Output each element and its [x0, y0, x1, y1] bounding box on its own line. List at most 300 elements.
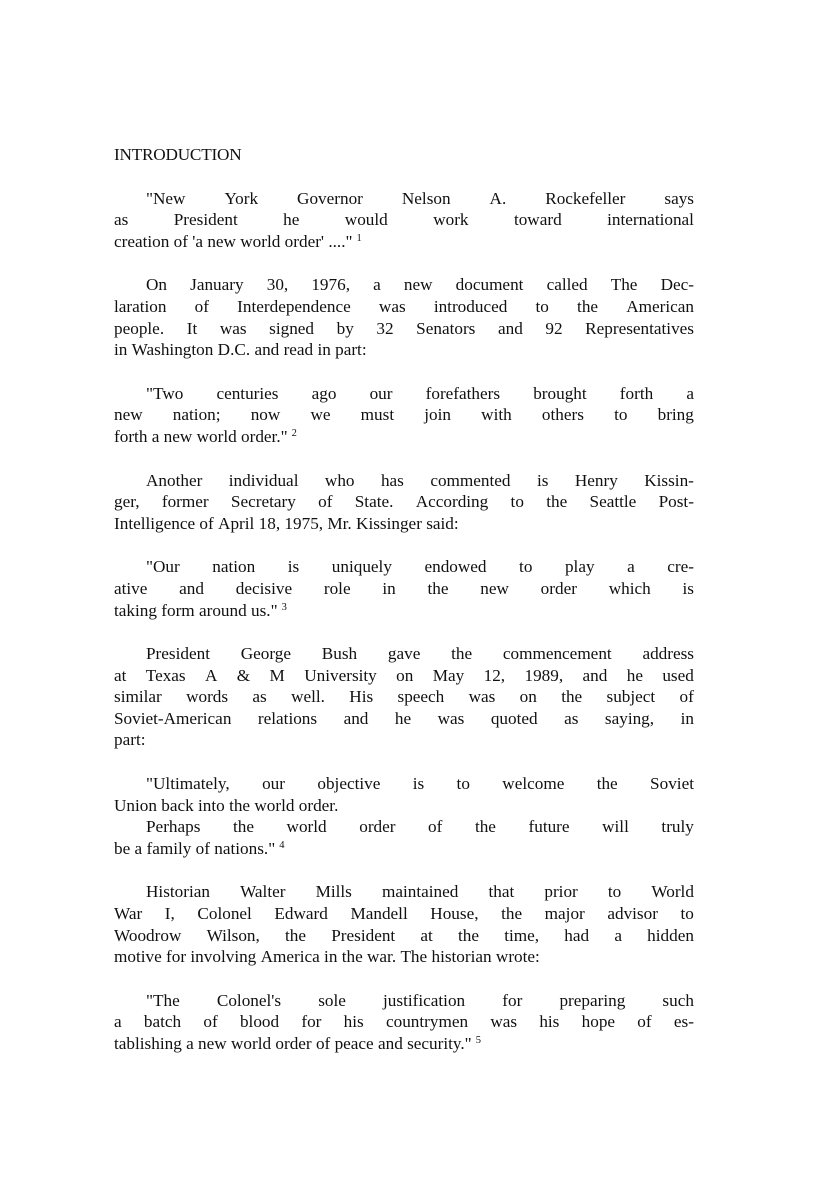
- word: read: [283, 340, 314, 360]
- word: world: [286, 817, 327, 837]
- word: said:: [426, 513, 459, 533]
- text-line: [114, 209, 694, 231]
- word: bring: [657, 405, 694, 425]
- word: involving: [190, 947, 257, 967]
- word: for: [301, 1012, 322, 1032]
- word: order: [540, 578, 577, 598]
- word: Bush: [321, 644, 358, 664]
- word: future: [528, 817, 570, 837]
- word: commented: [430, 470, 511, 490]
- word: is: [536, 470, 549, 490]
- word: hidden: [647, 925, 694, 945]
- word: Woodrow: [114, 925, 182, 945]
- paragraph: [114, 383, 694, 448]
- text-line: [114, 231, 694, 253]
- word: relations: [257, 708, 318, 728]
- word: A: [205, 665, 218, 685]
- word: War: [114, 904, 143, 924]
- word: ger,: [114, 492, 140, 512]
- word: gave: [387, 644, 421, 664]
- word: will: [602, 817, 629, 837]
- word: wrote:: [495, 947, 540, 967]
- word: preparing: [559, 990, 626, 1010]
- word: us." $^3$: [251, 600, 287, 620]
- word: 1976,: [311, 275, 350, 295]
- word: with: [481, 405, 512, 425]
- word: Mills: [315, 882, 352, 902]
- word: that: [488, 882, 515, 902]
- text-line: [114, 686, 694, 708]
- text-line: [114, 729, 694, 751]
- word: in: [382, 578, 396, 598]
- word: nations." $^4$: [214, 838, 285, 858]
- word: address: [642, 644, 694, 664]
- word: time,: [504, 925, 540, 945]
- word: introduced: [433, 296, 508, 316]
- footnote-marker: 2: [291, 427, 297, 439]
- word: was: [468, 687, 496, 707]
- word: well.: [291, 687, 325, 707]
- word: world: [196, 426, 237, 446]
- word: According: [415, 492, 489, 512]
- word: &: [236, 665, 251, 685]
- word: the: [561, 687, 583, 707]
- word: similar: [114, 687, 162, 707]
- word: President: [331, 925, 396, 945]
- text-line: [114, 600, 694, 622]
- word: A.: [489, 188, 507, 208]
- word: to: [607, 882, 622, 902]
- word: war.: [367, 947, 397, 967]
- word: Senators: [416, 318, 476, 338]
- word: was: [219, 318, 247, 338]
- word: must: [360, 405, 395, 425]
- word: maintained: [381, 882, 459, 902]
- word: World: [651, 882, 694, 902]
- paragraph: [114, 556, 694, 621]
- word: hope: [581, 1012, 616, 1032]
- word: motive: [114, 947, 162, 967]
- word: order': [284, 231, 325, 251]
- text-line: [114, 556, 694, 578]
- word: new: [114, 405, 143, 425]
- word: is: [412, 774, 425, 794]
- word: of: [203, 1012, 218, 1032]
- paragraph: [114, 816, 694, 859]
- word: as: [564, 708, 579, 728]
- word: Texas: [145, 665, 186, 685]
- word: world: [254, 795, 295, 815]
- word: 12,: [483, 665, 506, 685]
- word: Soviet: [650, 774, 694, 794]
- word: forth: [114, 426, 148, 446]
- word: the: [458, 925, 480, 945]
- word: into: [198, 795, 225, 815]
- word: objective: [317, 774, 381, 794]
- word: Henry: [574, 470, 618, 490]
- word: order.: [298, 795, 339, 815]
- word: who: [324, 470, 355, 490]
- word: decisive: [235, 578, 293, 598]
- word: I,: [164, 904, 175, 924]
- text-line: [114, 1033, 694, 1055]
- word: of: [199, 513, 214, 533]
- word: M: [269, 665, 285, 685]
- word: we: [310, 405, 331, 425]
- word: as: [252, 687, 267, 707]
- word: quoted: [490, 708, 538, 728]
- word: and: [497, 318, 523, 338]
- word: of: [428, 817, 443, 837]
- word: welcome: [502, 774, 565, 794]
- text-line: [114, 318, 694, 340]
- word: the: [341, 947, 363, 967]
- word: and: [343, 708, 369, 728]
- text-line: [114, 643, 694, 665]
- word: blood: [239, 1012, 280, 1032]
- word: advisor: [607, 904, 658, 924]
- word: part:: [335, 340, 367, 360]
- word: centuries: [216, 383, 279, 403]
- word: commencement: [502, 644, 612, 664]
- word: January: [190, 275, 244, 295]
- word: part:: [114, 730, 146, 750]
- word: of: [315, 1034, 331, 1053]
- word: order: [359, 817, 396, 837]
- word: the: [451, 644, 473, 664]
- text-line: [114, 404, 694, 426]
- text-line: [114, 773, 694, 795]
- word: our: [262, 774, 285, 794]
- footnote-marker: 5: [475, 1035, 481, 1046]
- word: endowed: [424, 557, 487, 577]
- word: in: [114, 340, 128, 360]
- word: to: [519, 557, 533, 577]
- word: a: [614, 925, 622, 945]
- paragraph: [114, 990, 694, 1055]
- word: Edward: [274, 904, 328, 924]
- text-line: [114, 491, 694, 513]
- word: sole: [318, 990, 346, 1010]
- word: batch: [143, 1012, 182, 1032]
- paragraph: [114, 643, 694, 751]
- word: University: [304, 665, 377, 685]
- word: His: [349, 687, 374, 707]
- word: "Our: [146, 557, 180, 577]
- footnote-marker: 4: [279, 839, 285, 851]
- word: cre-: [667, 557, 694, 577]
- text-line: [114, 188, 694, 210]
- word: at: [420, 925, 433, 945]
- word: uniquely: [331, 557, 392, 577]
- word: countrymen: [385, 1012, 469, 1032]
- word: Governor: [297, 188, 363, 208]
- word: Seattle: [589, 492, 637, 512]
- word: had: [564, 925, 590, 945]
- word: Post-: [658, 492, 694, 512]
- word: Interdependence: [237, 296, 351, 316]
- text-line: [114, 708, 694, 730]
- word: in: [324, 947, 338, 967]
- word: "Two: [146, 383, 184, 403]
- word: now: [250, 405, 281, 425]
- word: the: [285, 925, 307, 945]
- footnote-marker: 1: [356, 232, 362, 244]
- word: world: [230, 1034, 272, 1053]
- word: nation;: [172, 405, 221, 425]
- paragraph: [114, 773, 694, 816]
- word: was: [378, 296, 406, 316]
- word: peace: [334, 1034, 374, 1053]
- word: would: [344, 210, 388, 230]
- word: around: [198, 600, 247, 620]
- word: a: [186, 1034, 194, 1053]
- word: world: [240, 231, 281, 251]
- word: creation: [114, 231, 170, 251]
- word: to: [614, 405, 628, 425]
- word: laration: [114, 296, 167, 316]
- word: Wilson,: [206, 925, 260, 945]
- paragraph: [114, 470, 694, 535]
- word: says: [664, 188, 694, 208]
- word: It: [186, 318, 198, 338]
- word: es-: [673, 1012, 694, 1032]
- word: the: [232, 817, 254, 837]
- word: called: [546, 275, 588, 295]
- word: a: [627, 557, 635, 577]
- word: speech: [397, 687, 445, 707]
- word: "New: [146, 188, 186, 208]
- word: new: [198, 1034, 227, 1053]
- word: at: [114, 665, 127, 685]
- word: ative: [114, 578, 148, 598]
- word: Kissinger: [356, 513, 422, 533]
- word: to: [535, 296, 549, 316]
- text-line: [114, 339, 694, 361]
- word: order: [275, 1034, 312, 1053]
- word: individual: [228, 470, 299, 490]
- word: 18,: [258, 513, 281, 533]
- word: is: [287, 557, 300, 577]
- word: back: [161, 795, 194, 815]
- word: "Ultimately,: [146, 774, 230, 794]
- word: Another: [146, 470, 203, 490]
- text-line: [114, 903, 694, 925]
- word: nation: [212, 557, 256, 577]
- word: our: [369, 383, 393, 403]
- word: on: [519, 687, 537, 707]
- word: Mandell: [350, 904, 408, 924]
- word: Washington: [131, 340, 214, 360]
- word: family: [146, 838, 192, 858]
- word: and: [582, 665, 608, 685]
- word: 'a: [192, 231, 204, 251]
- word: of: [195, 838, 210, 858]
- word: America: [260, 947, 320, 967]
- word: form: [161, 600, 195, 620]
- word: April: [218, 513, 255, 533]
- word: President: [146, 644, 210, 664]
- word: work: [433, 210, 469, 230]
- word: justification: [383, 990, 466, 1010]
- word: 32: [376, 318, 394, 338]
- word: 1975,: [284, 513, 324, 533]
- word: people.: [114, 318, 165, 338]
- word: taking: [114, 600, 157, 620]
- word: new: [480, 578, 509, 598]
- word: the: [546, 492, 568, 512]
- word: international: [607, 210, 694, 230]
- text-line: [114, 795, 694, 817]
- word: ...." $^1$: [328, 231, 362, 251]
- word: role: [323, 578, 351, 598]
- word: Kissin-: [644, 470, 694, 490]
- word: forefathers: [425, 383, 501, 403]
- word: used: [662, 665, 694, 685]
- footnote-marker: 3: [281, 601, 287, 613]
- word: a: [686, 383, 694, 403]
- word: document: [455, 275, 524, 295]
- word: the: [229, 795, 251, 815]
- word: saying,: [604, 708, 655, 728]
- word: Union: [114, 795, 157, 815]
- word: The: [400, 947, 428, 967]
- word: State.: [354, 492, 394, 512]
- word: House,: [430, 904, 479, 924]
- word: Perhaps: [146, 817, 201, 837]
- word: May: [432, 665, 465, 685]
- word: forth: [619, 383, 654, 403]
- word: Nelson: [401, 188, 451, 208]
- word: his: [539, 1012, 560, 1032]
- body-text: [114, 188, 694, 1055]
- text-line: [114, 946, 694, 968]
- word: Intelligence: [114, 513, 196, 533]
- word: to: [456, 774, 470, 794]
- text-line: [114, 1011, 694, 1033]
- word: former: [161, 492, 209, 512]
- word: for: [166, 947, 187, 967]
- word: such: [662, 990, 694, 1010]
- word: is: [682, 578, 694, 598]
- word: for: [502, 990, 523, 1010]
- word: Secretary: [230, 492, 296, 512]
- word: and: [377, 1034, 403, 1053]
- word: of: [679, 687, 694, 707]
- paragraph: [114, 188, 694, 253]
- word: new: [163, 426, 193, 446]
- text-line: [114, 838, 694, 860]
- word: a: [373, 275, 381, 295]
- word: and: [254, 340, 280, 360]
- word: brought: [533, 383, 587, 403]
- document-page: [114, 144, 694, 1077]
- text-line: [114, 470, 694, 492]
- word: a: [134, 838, 143, 858]
- paragraph: [114, 881, 694, 967]
- text-line: [114, 296, 694, 318]
- word: to: [680, 904, 694, 924]
- word: play: [564, 557, 595, 577]
- word: the: [427, 578, 449, 598]
- word: 92: [545, 318, 563, 338]
- section-heading: INTRODUCTION: [114, 145, 242, 164]
- text-line: [114, 578, 694, 600]
- word: of: [637, 1012, 652, 1032]
- word: the: [596, 774, 618, 794]
- word: prior: [544, 882, 578, 902]
- word: which: [608, 578, 651, 598]
- word: others: [541, 405, 584, 425]
- word: be: [114, 838, 131, 858]
- word: of: [318, 492, 333, 512]
- word: new: [403, 275, 433, 295]
- word: tablishing: [114, 1034, 182, 1053]
- word: he: [626, 665, 643, 685]
- word: 30,: [266, 275, 289, 295]
- text-line: [114, 426, 694, 448]
- word: of: [194, 296, 209, 316]
- word: historian: [431, 947, 492, 967]
- word: truly: [661, 817, 694, 837]
- text-line: [114, 274, 694, 296]
- word: Walter: [240, 882, 286, 902]
- word: major: [544, 904, 585, 924]
- word: President: [173, 210, 238, 230]
- word: words: [186, 687, 229, 707]
- word: York: [224, 188, 259, 208]
- word: the: [474, 817, 496, 837]
- word: a: [114, 1012, 122, 1032]
- word: On: [146, 275, 168, 295]
- word: was: [437, 708, 465, 728]
- word: Dec-: [660, 275, 694, 295]
- word: Colonel's: [216, 990, 282, 1010]
- word: Soviet-American: [114, 708, 232, 728]
- word: toward: [513, 210, 562, 230]
- word: American: [626, 296, 694, 316]
- word: Representatives: [585, 318, 694, 338]
- word: he: [283, 210, 300, 230]
- word: Historian: [146, 882, 210, 902]
- word: D.C.: [217, 340, 251, 360]
- word: his: [343, 1012, 364, 1032]
- word: The: [610, 275, 638, 295]
- word: 1989,: [524, 665, 564, 685]
- word: as: [114, 210, 129, 230]
- word: has: [380, 470, 404, 490]
- text-line: [114, 665, 694, 687]
- word: Mr.: [327, 513, 352, 533]
- word: the: [501, 904, 523, 924]
- word: a: [151, 426, 160, 446]
- text-line: [114, 925, 694, 947]
- word: Rockefeller: [545, 188, 626, 208]
- text-line: [114, 383, 694, 405]
- word: by: [336, 318, 354, 338]
- word: Colonel: [197, 904, 252, 924]
- word: security." $^5$: [407, 1034, 481, 1053]
- word: the: [577, 296, 599, 316]
- word: order." $^2$: [241, 426, 297, 446]
- word: George: [240, 644, 292, 664]
- paragraph: [114, 274, 694, 360]
- text-line: [114, 881, 694, 903]
- word: signed: [269, 318, 315, 338]
- word: join: [424, 405, 452, 425]
- word: subject: [606, 687, 656, 707]
- word: to: [510, 492, 524, 512]
